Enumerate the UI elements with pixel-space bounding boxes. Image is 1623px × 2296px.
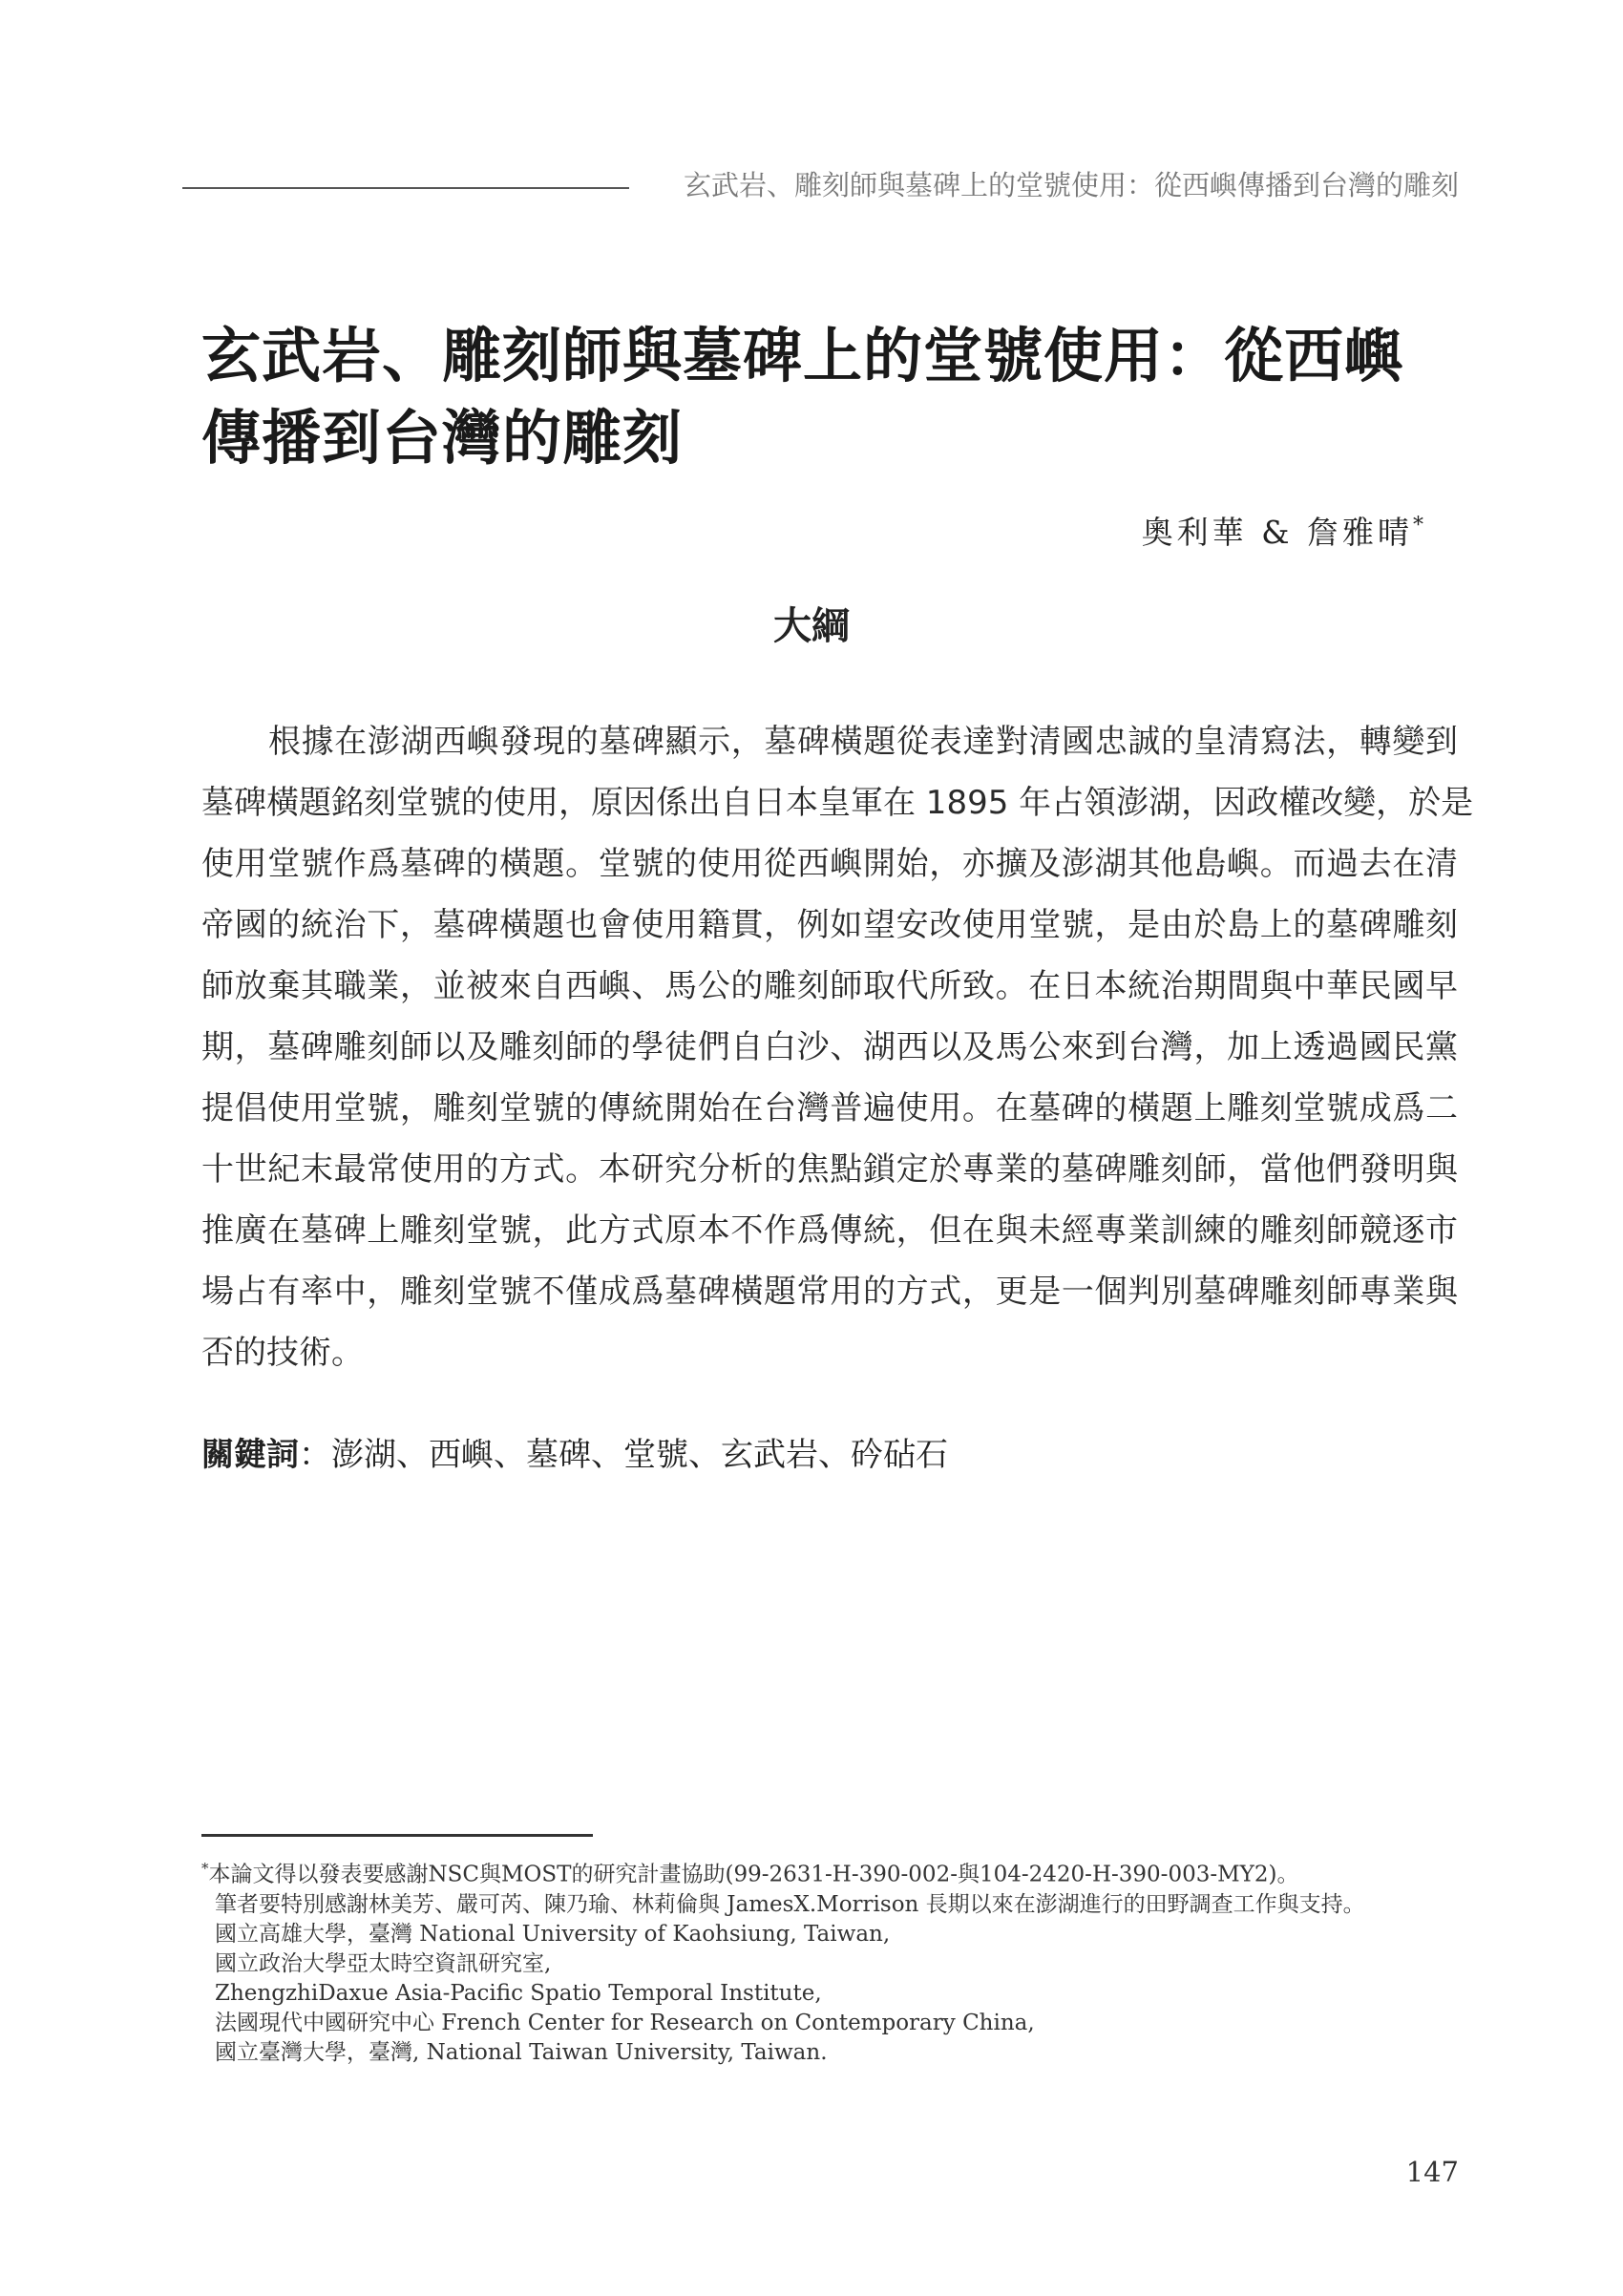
author-names: 奧利華 & 詹雅晴 [1141,514,1413,551]
footnote-line: 法國現代中國研究中心 French Center for Research on Contemporary China, [215,2010,1035,2035]
keywords-label: 關鍵詞 [201,1436,299,1474]
running-header: 玄武岩、雕刻師與墓碑上的堂號使用：從西嶼傳播到台灣的雕刻 [683,169,1459,201]
footnote-text: 本論文得以發表要感謝NSC與MOST的研究計畫協助(99-2631-H-390-002-與104-2420-H-390-003-MY2)。 [208,1862,1299,1887]
abstract-line: 根據在澎湖西嶼發現的墓碑顯示，墓碑橫題從表達對清國忠誠的皇清寫法，轉變到 [268,723,1458,761]
abstract-line: 墓碑橫題銘刻堂號的使用，原因係出自日本皇軍在 1895 年占領澎湖，因政權改變，於是 [201,784,1474,822]
abstract-line: 期，墓碑雕刻師以及雕刻師的學徒們自白沙、湖西以及馬公來到台灣，加上透過國民黨 [201,1028,1458,1066]
keywords [201,1428,948,1475]
abstract-body [201,718,1474,1390]
page-number: 147 [1405,2156,1459,2188]
header-rule [182,187,629,189]
abstract-line: 使用堂號作爲墓碑的橫題。堂號的使用從西嶼開始，亦擴及澎湖其他島嶼。而過去在清 [201,845,1458,883]
abstract-line: 推廣在墓碑上雕刻堂號，此方式原本不作爲傳統，但在與未經專業訓練的雕刻師競逐市 [201,1211,1458,1250]
footnote-line: 國立臺灣大學，臺灣, National Taiwan University, Taiwan. [215,2039,828,2065]
article-title [201,315,1462,479]
title-line: 傳播到台灣的雕刻 [201,403,684,473]
abstract-line: 否的技術。 [201,1334,364,1372]
abstract-line: 師放棄其職業，並被來自西嶼、馬公的雕刻師取代所致。在日本統治期間與中華民國早 [201,967,1458,1005]
keywords-list: ：澎湖、西嶼、墓碑、堂號、玄武岩、砛砧石 [299,1436,948,1474]
abstract-line: 帝國的統治下，墓碑橫題也會使用籍貫，例如望安改使用堂號，是由於島上的墓碑雕刻 [201,906,1458,944]
title-line: 玄武岩、雕刻師與墓碑上的堂號使用：從西嶼 [201,321,1405,390]
authors [1142,508,1427,553]
footnote-mark: * [201,1860,209,1877]
footnote-rule [201,1834,593,1837]
abstract-heading: 大綱 [773,604,850,648]
footnote-line: 國立高雄大學，臺灣 National University of Kaohsiung, Taiwan, [215,1921,891,1947]
abstract-line: 場占有率中，雕刻堂號不僅成爲墓碑橫題常用的方式，更是一個判別墓碑雕刻師專業與 [201,1273,1458,1311]
footnote-line [201,1854,1365,1890]
footnote-line: 國立政治大學亞太時空資訊研究室, [215,1950,552,1976]
footnote-line: ZhengzhiDaxue Asia-Pacific Spatio Temporal Institute, [215,1980,822,2006]
footnote [201,1854,1365,2068]
footnote-line: 筆者要特別感謝林美芳、嚴可芮、陳乃瑜、林莉倫與 JamesX.Morrison 長期以來在澎湖進行的田野調查工作與支持。 [215,1891,1365,1917]
abstract-line: 提倡使用堂號，雕刻堂號的傳統開始在台灣普遍使用。在墓碑的橫題上雕刻堂號成爲二 [201,1089,1458,1127]
abstract-line: 十世紀末最常使用的方式。本研究分析的焦點鎖定於專業的墓碑雕刻師，當他們發明與 [201,1150,1458,1189]
author-footnote-mark: * [1413,514,1427,537]
